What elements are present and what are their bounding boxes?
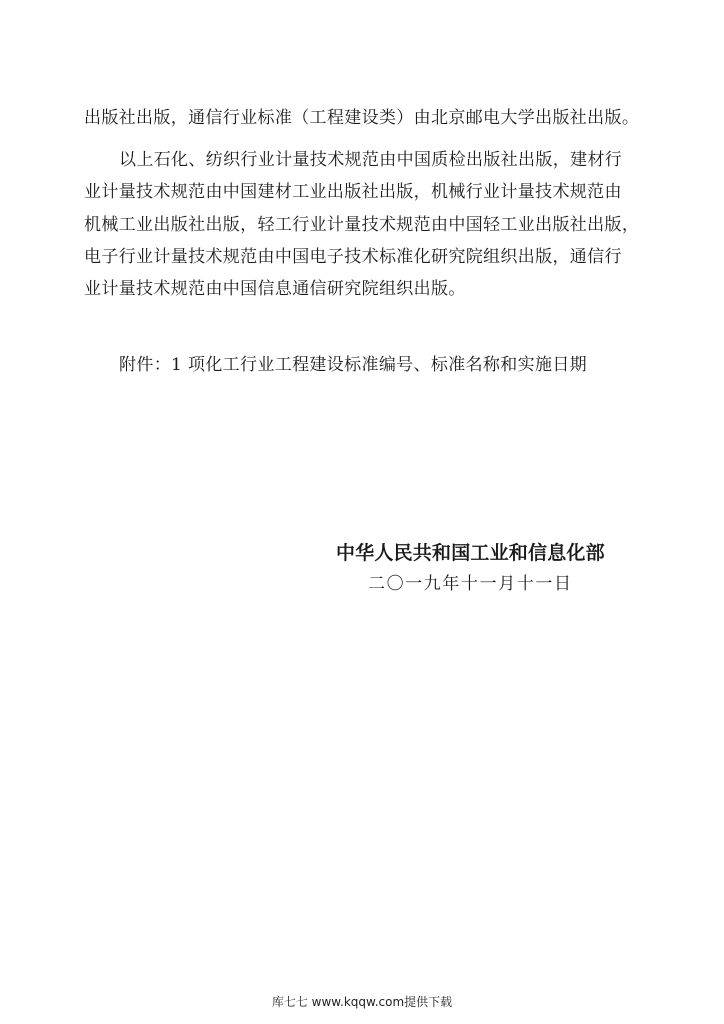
- issuer-signature: 中华人民共和国工业和信息化部: [336, 542, 605, 564]
- body-paragraph-line-4: 机械工业出版社出版，轻工行业计量技术规范由中国轻工业出版社出版，: [84, 215, 640, 235]
- body-paragraph-line-2: 以上石化、纺织行业计量技术规范由中国质检出版社出版，建材行: [119, 150, 623, 170]
- body-paragraph-line-1: 出版社出版，通信行业标准（工程建设类）由北京邮电大学出版社出版。: [84, 108, 640, 128]
- attachment-note: 附件：1 项化工行业工程建设标准编号、标准名称和实施日期: [119, 355, 588, 375]
- body-paragraph-line-5: 电子行业计量技术规范由中国电子技术标准化研究院组织出版，通信行: [84, 247, 622, 267]
- body-paragraph-line-3: 业计量技术规范由中国建材工业出版社出版，机械行业计量技术规范由: [84, 182, 622, 202]
- body-paragraph-line-6: 业计量技术规范由中国信息通信研究院组织出版。: [84, 279, 466, 299]
- download-footer: 库七七 www.kqqw.com提供下载: [271, 995, 453, 1009]
- issue-date: 二〇一九年十一月十一日: [368, 574, 573, 594]
